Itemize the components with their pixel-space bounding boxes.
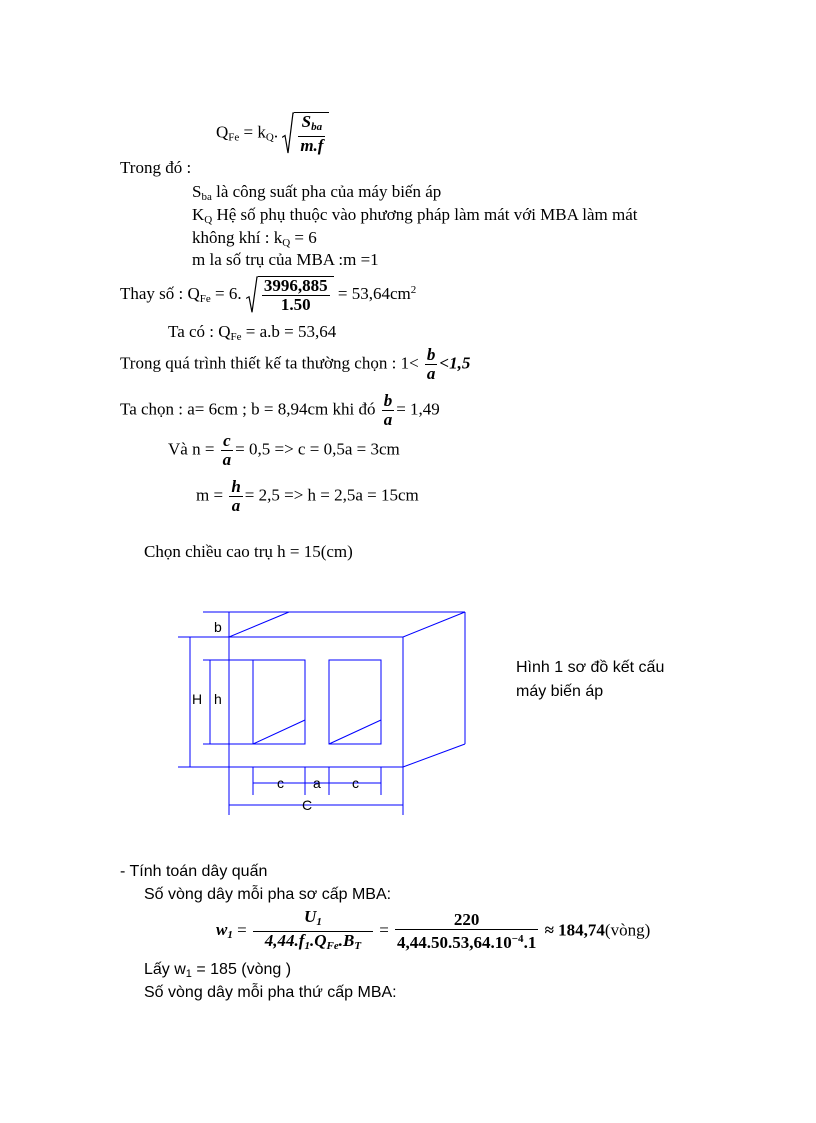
def-kq-2: không khí : $k_Q = 6$ [192, 228, 317, 249]
formula-qfe: $Q_{Fe} = k_Q$. $\frac{S_{ba}}{m.f}$ [216, 112, 329, 155]
label-c1: c [277, 775, 284, 791]
figure-caption-2: máy biến áp [516, 683, 604, 700]
va-n: Và n = $\frac{c}{a}$ = 0,5 => c = 0,5a = 3cm [168, 431, 400, 469]
fraction: $\frac{220}{4,44.50.53,64.10^{-4}.1}$ [397, 910, 537, 952]
lay-w1: Lấy $w_1 = 185$ (vòng ) [144, 961, 292, 980]
label-b: b [214, 619, 222, 635]
fraction: $\frac{b}{a}$ [426, 345, 436, 383]
label-H: H [192, 691, 203, 707]
chon-chieu-cao: Chọn chiều cao trụ h = 15(cm) [144, 542, 353, 561]
fraction: $\frac{h}{a}$ [231, 477, 241, 515]
so-vong-thu-cap: Số vòng dây mỗi pha thứ cấp MBA: [144, 984, 397, 1001]
w1-formula: $w_1$ = $\frac{U_1}{4,44.f_1.Q_{Fe}.B_T}$ = $\frac{220}{4,44.50.53,64.10^{-4}.1}$ ≈ 184,74(vòng) [216, 908, 650, 955]
figure-caption-1: Hình 1 sơ đồ kết cấu [516, 659, 665, 676]
def-m: m la số trụ của MBA :m =1 [192, 250, 379, 269]
fraction: $\frac{U_1}{4,44.f_1.Q_{Fe}.B_T}$ [253, 908, 373, 955]
ta-chon: Ta chọn : a= 6cm ; b = 8,94cm khi đó $\frac{b}{a}$ = 1,49 [120, 391, 440, 429]
label-h: h [214, 691, 222, 707]
label-a: a [313, 775, 321, 791]
so-vong-so-cap: Số vòng dây mỗi pha sơ cấp MBA: [144, 886, 392, 903]
m-eq: m = $\frac{h}{a}$ = 2,5 => h = 2,5a = 15cm [196, 477, 419, 515]
section-heading: - Tính toán dây quấn [120, 863, 268, 880]
trong-do: Trong đó : [120, 158, 192, 177]
chon-range: Trong quá trình thiết kế ta thường chọn : 1< $\frac{b}{a}$ <1,5 [120, 345, 471, 383]
label-c2: c [352, 775, 359, 791]
thay-so: Thay số : $Q_{Fe} = 6$. $\frac{3996,885}{1.50}$ = $53,64cm^2$ [120, 276, 417, 314]
fraction: $\frac{c}{a}$ [222, 431, 232, 469]
label-C: C [302, 797, 313, 813]
fraction: $\frac{3996,885}{1.50}$ [263, 276, 328, 314]
ta-co: Ta có : $Q_{Fe} = a.b = 53,64$ [168, 322, 337, 343]
def-sba: $S_{ba}$ là công suất pha của máy biến áp [192, 182, 442, 203]
def-kq: $K_Q$ Hệ số phụ thuộc vào phương pháp làm mát với MBA làm mát [192, 205, 638, 226]
fraction: $\frac{S_{ba}}{m.f}$ [300, 112, 324, 155]
fraction: $\frac{b}{a}$ [383, 391, 393, 429]
